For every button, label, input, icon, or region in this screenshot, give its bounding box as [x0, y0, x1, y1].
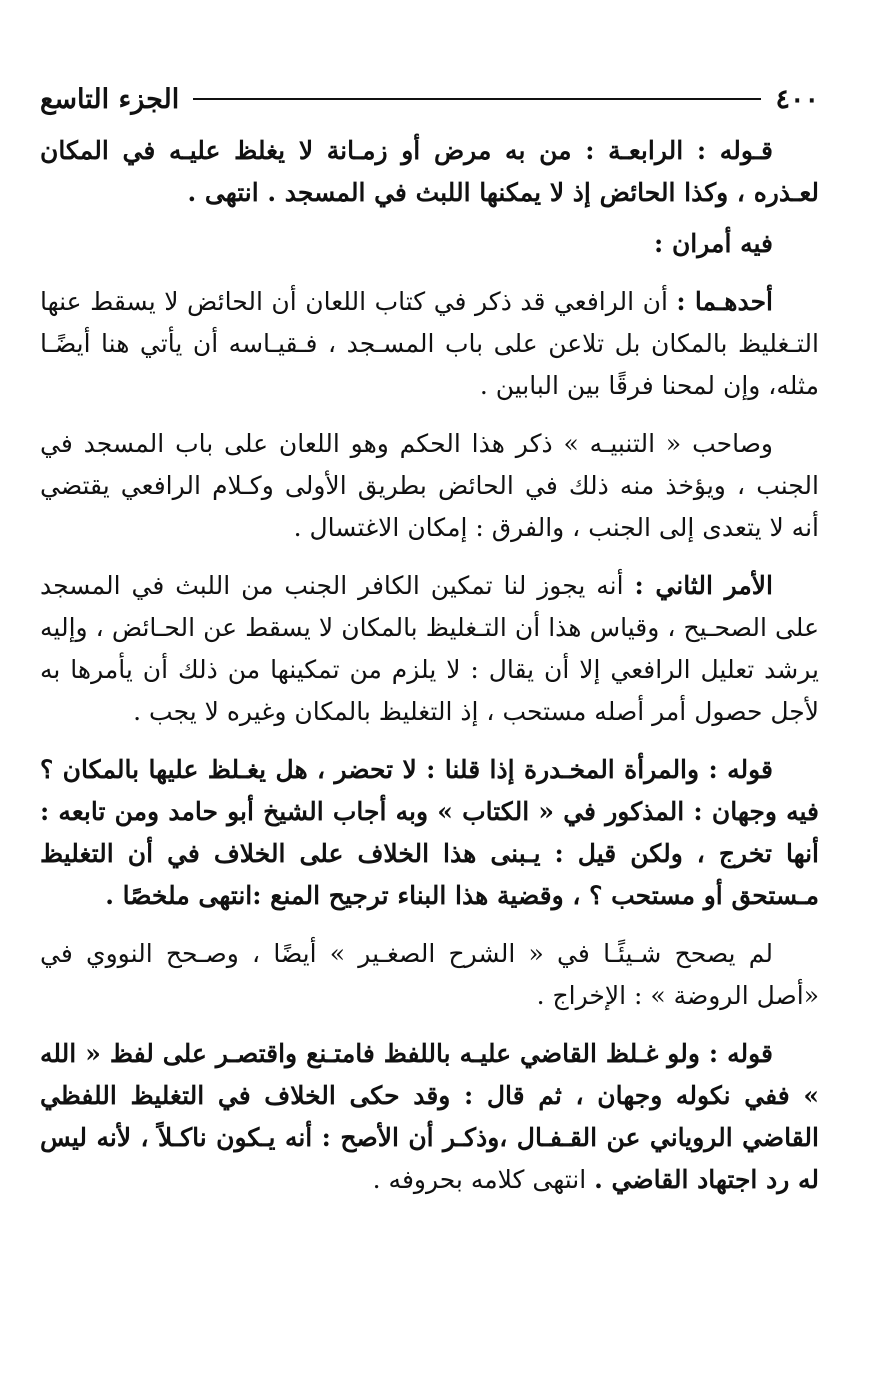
- paragraph-4-text: وصاحب « التنبيـه » ذكر هذا الحكم وهو اللعان على باب المسجد في الجنب ، ويؤخذ منه ذلك في الحائض بطريق الأولى وكـلام الرافعي يقتضي أنه لا يتعدى إلى الجنب ، والفرق : إمكان الاغتسال .: [40, 429, 819, 542]
- running-title: الجزء التاسع: [40, 83, 180, 115]
- paragraph-5-text: أنه يجوز لنا تمكين الكافر الجنب من اللبث في المسجد على الصحـيح ، وقياس هذا أن التـغليظ بالمكان لا يسقط عن الحـائض ، وإليه يرشد تعليل الرافعي إلا أن يقال : لا يلزم من تمكينها من ذلك أن يأمرها به لأجل حصول أمر أصله مستحب ، إذ التغليظ بالمكان وغيره لا يجب .: [40, 571, 819, 726]
- paragraph-1: [40, 130, 819, 214]
- page-header: [40, 78, 819, 120]
- paragraph-3-lead: أحدهـما :: [676, 287, 773, 316]
- paragraph-5-lead: الأمر الثاني :: [634, 571, 773, 600]
- paragraph-8-text: انتهى كلامه بحروفه .: [372, 1165, 595, 1194]
- paragraph-1-text: من به مرض أو زمـانة لا يغلظ عليـه في المكان لعـذره ، وكذا الحائض إذ لا يمكنها اللبث في المسجد . انتهى .: [40, 136, 819, 207]
- paragraph-3: [40, 281, 819, 407]
- paragraph-7-text: لم يصحح شـيئًـا في « الشرح الصغـير » أيضًا ، وصـحح النووي في «أصل الروضة » : الإخراج .: [40, 939, 819, 1010]
- header-rule: [193, 98, 761, 100]
- paragraph-4: [40, 423, 819, 549]
- page-number: ٤٠٠: [775, 83, 819, 115]
- paragraph-6-lead: قوله : والمرأة المخـدرة إذا قلنا : لا تحضر ، هل يغـلظ عليها بالمكان ؟ فيه وجهان : المذكور في « الكتاب » وبه أجاب الشيخ أبو حامد ومن تابعه : أنها تخرج ، ولكن قيل : يـبنى هذا الخلاف على الخلاف في أن التغليظ مـستحق أو مستحب ؟ ، وقضية هذا البناء ترجيح المنع :انتهى ملخصًا .: [40, 755, 819, 910]
- paragraph-8-lead: قوله : ولو غـلظ القاضي عليـه باللفظ فامتـنع واقتصـر على لفظ « الله » ففي نكوله وجهان ، ثم قال : وقد حكى الخلاف في التغليظ اللفظي القاضي الروياني عن القـفـال ،وذكـر أن الأصح : أنه يـكون ناكـلاً ، لأنه ليس له رد اجتهاد القاضي .: [40, 1039, 819, 1194]
- paragraph-3-text: أن الرافعي قد ذكر في كتاب اللعان أن الحائض لا يسقط عنها التـغليظ بالمكان بل تلاعن على باب المسـجد ، فـقيـاسه أن يأتي هنا أيضًـا مثله، وإن لمحنا فرقًا بين البابين .: [40, 287, 819, 400]
- paragraph-2-lead: فيه أمران :: [654, 229, 773, 258]
- paragraph-1-lead: قـوله : الرابعـة :: [585, 136, 774, 165]
- paragraph-5: [40, 565, 819, 733]
- paragraph-7: [40, 933, 819, 1017]
- paragraph-8: [40, 1033, 819, 1201]
- paragraph-6: [40, 749, 819, 917]
- paragraph-2: [40, 223, 819, 265]
